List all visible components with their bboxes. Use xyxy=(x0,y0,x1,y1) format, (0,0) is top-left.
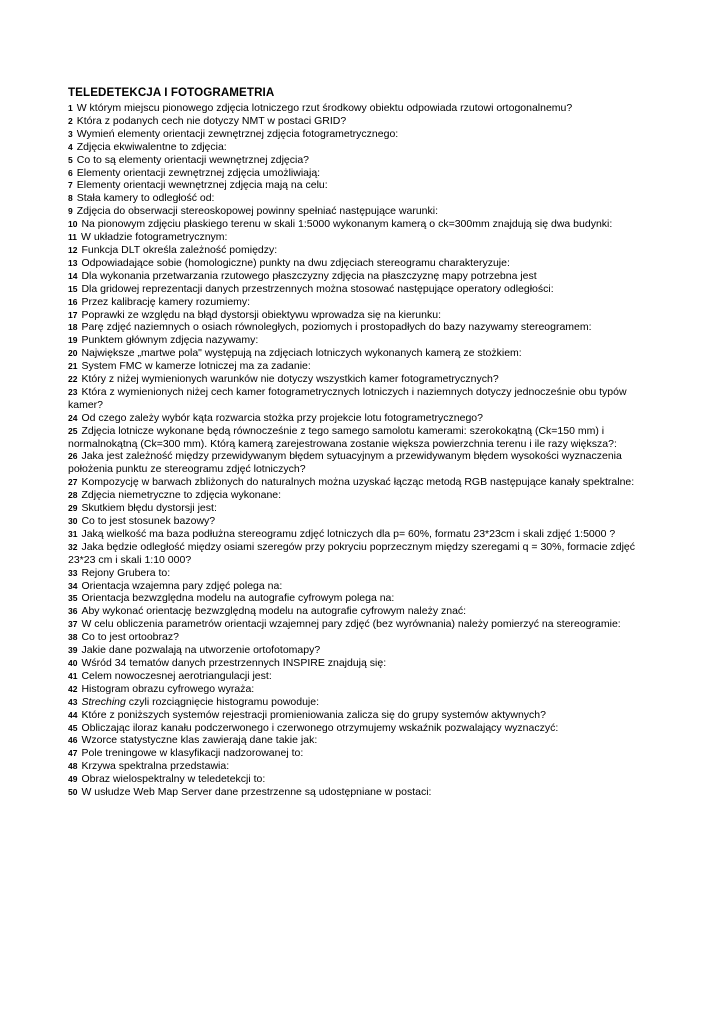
question-item xyxy=(68,722,658,735)
question-text: Krzywa spektralna przedstawia: xyxy=(81,760,230,773)
question-number: 40 xyxy=(68,657,78,668)
question-text: Który z niżej wymienionych warunków nie dotyczy wszystkich kamer fotogrametrycznych? xyxy=(81,373,499,386)
question-text: Wzorce statystyczne klas zawierają dane takie jak: xyxy=(81,734,318,747)
question-number: 38 xyxy=(68,632,78,643)
question-text: System FMC w kamerze lotniczej ma za zadanie: xyxy=(81,360,311,373)
question-number: 20 xyxy=(68,348,78,359)
question-text: Funkcja DLT określa zależność pomiędzy: xyxy=(81,243,278,256)
question-text: Jaką wielkość ma baza podłużna stereogramu zdjęć lotniczych dla p= 60%, formatu 23*23cm i skali zdjęć 1:5000 ? xyxy=(81,527,616,540)
question-item xyxy=(68,592,658,605)
question-number: 14 xyxy=(68,270,78,281)
question-text: Skutkiem błędu dystorsji jest: xyxy=(81,502,217,515)
question-item xyxy=(68,644,658,657)
question-item xyxy=(68,515,658,528)
question-item xyxy=(68,218,658,231)
question-text: Punktem głównym zdjęcia nazywamy: xyxy=(81,334,259,347)
question-text: Dla gridowej reprezentacji danych przestrzennych można stosować następujące operatory odległości: xyxy=(81,282,554,295)
question-item xyxy=(68,179,658,192)
question-number: 15 xyxy=(68,283,78,294)
question-number: 49 xyxy=(68,774,78,785)
question-number: 11 xyxy=(68,232,77,243)
question-text: W usłudze Web Map Server dane przestrzenne są udostępniane w postaci: xyxy=(81,786,432,799)
question-item xyxy=(68,683,658,696)
question-text: Poprawki ze względu na błąd dystorsji obiektywu wprowadza się na kierunku: xyxy=(81,308,441,321)
question-text: Pole treningowe w klasyfikacji nadzorowanej to: xyxy=(81,747,304,760)
question-item xyxy=(68,347,658,360)
question-text: Orientacja bezwzględna modelu na autografie cyfrowym polega na: xyxy=(81,592,395,605)
question-item xyxy=(68,360,658,373)
question-text: Która z wymienionych niżej cech kamer fotogrametrycznych lotniczych i naziemnych dotyczy jednocześnie obu typów kamer? xyxy=(68,385,627,411)
question-text: Obraz wielospektralny w teledetekcji to: xyxy=(81,773,266,786)
question-item xyxy=(68,450,658,476)
question-item xyxy=(68,605,658,618)
question-number: 36 xyxy=(68,606,78,617)
question-item xyxy=(68,386,658,412)
question-number: 28 xyxy=(68,490,78,501)
question-text: Celem nowoczesnej aerotriangulacji jest: xyxy=(81,669,272,682)
question-item xyxy=(68,670,658,683)
question-number: 39 xyxy=(68,645,78,656)
question-item xyxy=(68,296,658,309)
question-item xyxy=(68,102,658,115)
question-text: Rejony Grubera to: xyxy=(81,566,171,579)
question-number: 41 xyxy=(68,670,78,681)
question-item xyxy=(68,283,658,296)
question-item xyxy=(68,773,658,786)
question-number: 25 xyxy=(68,425,78,436)
question-text: Jakie dane pozwalają na utworzenie ortofotomapy? xyxy=(81,644,321,657)
question-item xyxy=(68,425,658,451)
question-text: Przez kalibrację kamery rozumiemy: xyxy=(81,295,251,308)
question-number: 2 xyxy=(68,115,73,126)
question-number: 16 xyxy=(68,296,78,307)
question-number: 35 xyxy=(68,593,78,604)
question-number: 13 xyxy=(68,257,78,268)
question-number: 44 xyxy=(68,709,78,720)
question-text: Jaka jest zależność między przewidywanym błędem sytuacyjnym a przewidywanym błędem wysokości wyznaczenia położenia punktu ze stereogramu zdjęć lotniczych? xyxy=(68,450,622,476)
question-text: W celu obliczenia parametrów orientacji wzajemnej pary zdjęć (bez wyrównania) należy pomierzyć na stereogramie: xyxy=(81,618,621,631)
question-number: 17 xyxy=(68,309,78,320)
question-text: Kompozycję w barwach zbliżonych do naturalnych można uzyskać łącząc metodą RGB następujące kanały spektralne: xyxy=(81,476,635,489)
question-number: 50 xyxy=(68,787,78,798)
question-number: 23 xyxy=(68,386,78,397)
question-text: Które z poniższych systemów rejestracji promieniowania zalicza się do grupy systemów aktywnych? xyxy=(81,708,546,721)
question-item xyxy=(68,154,658,167)
question-number: 45 xyxy=(68,722,78,733)
question-text: W układzie fotogrametrycznym: xyxy=(81,231,228,244)
question-item xyxy=(68,580,658,593)
question-item xyxy=(68,476,658,489)
question-number: 19 xyxy=(68,335,78,346)
question-text: Co to są elementy orientacji wewnętrznej zdjęcia? xyxy=(76,153,310,166)
question-text: W którym miejscu pionowego zdjęcia lotniczego rzut środkowy obiektu odpowiada rzutowi ortogonalnemu? xyxy=(76,102,573,114)
question-number: 21 xyxy=(68,361,78,372)
question-text: Co to jest ortoobraz? xyxy=(81,631,179,644)
question-number: 26 xyxy=(68,451,78,462)
question-item xyxy=(68,786,658,799)
question-text: Odpowiadające sobie (homologiczne) punkty na dwu zdjęciach stereogramu charakteryzuje: xyxy=(81,256,510,269)
question-number: 5 xyxy=(68,154,73,165)
question-text: Na pionowym zdjęciu płaskiego terenu w skali 1:5000 wykonanym kamerą o ck=300mm znajdują się dwa budynki: xyxy=(81,218,613,231)
question-number: 4 xyxy=(68,141,73,152)
question-text: Zdjęcia ekwiwalentne to zdjęcia: xyxy=(76,140,227,153)
question-item xyxy=(68,489,658,502)
question-item xyxy=(68,257,658,270)
question-text: Aby wykonać orientację bezwzględną modelu na autografie cyfrowym należy znać: xyxy=(81,605,467,618)
question-item xyxy=(68,760,658,773)
question-number: 18 xyxy=(68,322,78,333)
question-item xyxy=(68,541,658,567)
question-item xyxy=(68,167,658,180)
question-number: 42 xyxy=(68,683,78,694)
question-item xyxy=(68,205,658,218)
question-item xyxy=(68,412,658,425)
question-text: Zdjęcia do obserwacji stereoskopowej powinny spełniać następujące warunki: xyxy=(76,205,439,218)
question-number: 33 xyxy=(68,567,78,578)
question-number: 48 xyxy=(68,761,78,772)
question-number: 10 xyxy=(68,219,78,230)
question-item xyxy=(68,334,658,347)
document-page xyxy=(68,86,658,799)
document-title: TELEDETEKCJA I FOTOGRAMETRIA xyxy=(68,86,275,99)
question-number: 1 xyxy=(68,103,73,113)
question-item xyxy=(68,373,658,386)
question-item xyxy=(68,270,658,283)
question-number: 8 xyxy=(68,193,73,204)
question-number: 47 xyxy=(68,748,78,759)
question-item xyxy=(68,502,658,515)
question-number: 29 xyxy=(68,503,78,514)
question-number: 24 xyxy=(68,412,78,423)
question-number: 32 xyxy=(68,541,78,552)
question-text: Co to jest stosunek bazowy? xyxy=(81,515,216,527)
question-italic-term: Streching xyxy=(81,695,126,708)
question-item xyxy=(68,618,658,631)
question-number: 31 xyxy=(68,528,78,539)
question-item xyxy=(68,244,658,257)
question-number: 30 xyxy=(68,516,78,526)
question-item xyxy=(68,309,658,322)
question-text: czyli rozciągnięcie histogramu powoduje: xyxy=(128,695,320,708)
question-item xyxy=(68,192,658,205)
question-text: Elementy orientacji zewnętrznej zdjęcia umożliwiają: xyxy=(76,166,321,179)
question-item xyxy=(68,321,658,334)
question-text: Zdjęcia lotnicze wykonane będą równocześnie z tego samego samolotu kamerami: szerokokątną (Ck=150 mm) i normalnokątną (Ck=300 mm). Którą kamerą zarejestrowana zostanie większa powierzchnia terenu i ile razy większa?: xyxy=(68,424,617,450)
question-number: 22 xyxy=(68,374,78,385)
question-item xyxy=(68,141,658,154)
question-number: 6 xyxy=(68,167,73,178)
question-text: Obliczając iloraz kanału podczerwonego i czerwonego otrzymujemy wskaźnik pozwalający wyznaczyć: xyxy=(81,721,559,734)
question-item xyxy=(68,696,658,709)
question-item xyxy=(68,128,658,141)
question-text: Elementy orientacji wewnętrznej zdjęcia mają na celu: xyxy=(76,179,328,192)
question-number: 12 xyxy=(68,244,78,255)
question-item xyxy=(68,528,658,541)
question-text: Histogram obrazu cyfrowego wyraża: xyxy=(81,682,255,695)
question-item xyxy=(68,567,658,580)
question-number: 3 xyxy=(68,128,73,139)
question-number: 7 xyxy=(68,180,73,191)
question-text: Wśród 34 tematów danych przestrzennych INSPIRE znajdują się: xyxy=(81,656,387,669)
question-text: Stała kamery to odległość od: xyxy=(76,192,215,205)
question-number: 34 xyxy=(68,580,78,591)
question-text: Jaka będzie odległość między osiami szeregów przy pokryciu poprzecznym między szeregami q = 30%, formacie zdjęć 23*23 cm i skali 1:10 000? xyxy=(68,540,635,566)
question-text: Wymień elementy orientacji zewnętrznej zdjęcia fotogrametrycznego: xyxy=(76,127,399,140)
question-number: 43 xyxy=(68,696,78,707)
question-item xyxy=(68,231,658,244)
question-text: Od czego zależy wybór kąta rozwarcia stożka przy projekcie lotu fotogrametrycznego? xyxy=(81,411,483,424)
question-text: Parę zdjęć naziemnych o osiach równoległych, poziomych i prostopadłych do bazy nazywamy stereogramem: xyxy=(81,321,592,334)
question-number: 46 xyxy=(68,735,78,746)
question-item xyxy=(68,734,658,747)
question-item xyxy=(68,709,658,722)
question-text: Dla wykonania przetwarzania rzutowego płaszczyzny zdjęcia na płaszczyznę mapy potrzebna jest xyxy=(81,269,537,282)
question-text: Zdjęcia niemetryczne to zdjęcia wykonane: xyxy=(81,489,282,502)
question-item xyxy=(68,115,658,128)
question-item xyxy=(68,747,658,760)
question-text: Największe „martwe pola" występują na zdjęciach lotniczych wykonanych kamerą ze stożkiem: xyxy=(81,347,522,360)
question-number: 27 xyxy=(68,477,78,488)
question-number: 37 xyxy=(68,619,78,630)
question-list xyxy=(68,102,658,799)
question-text: Która z podanych cech nie dotyczy NMT w postaci GRID? xyxy=(76,114,347,127)
question-number: 9 xyxy=(68,206,73,217)
question-item xyxy=(68,657,658,670)
question-text: Orientacja wzajemna pary zdjęć polega na: xyxy=(81,579,283,592)
question-item xyxy=(68,631,658,644)
